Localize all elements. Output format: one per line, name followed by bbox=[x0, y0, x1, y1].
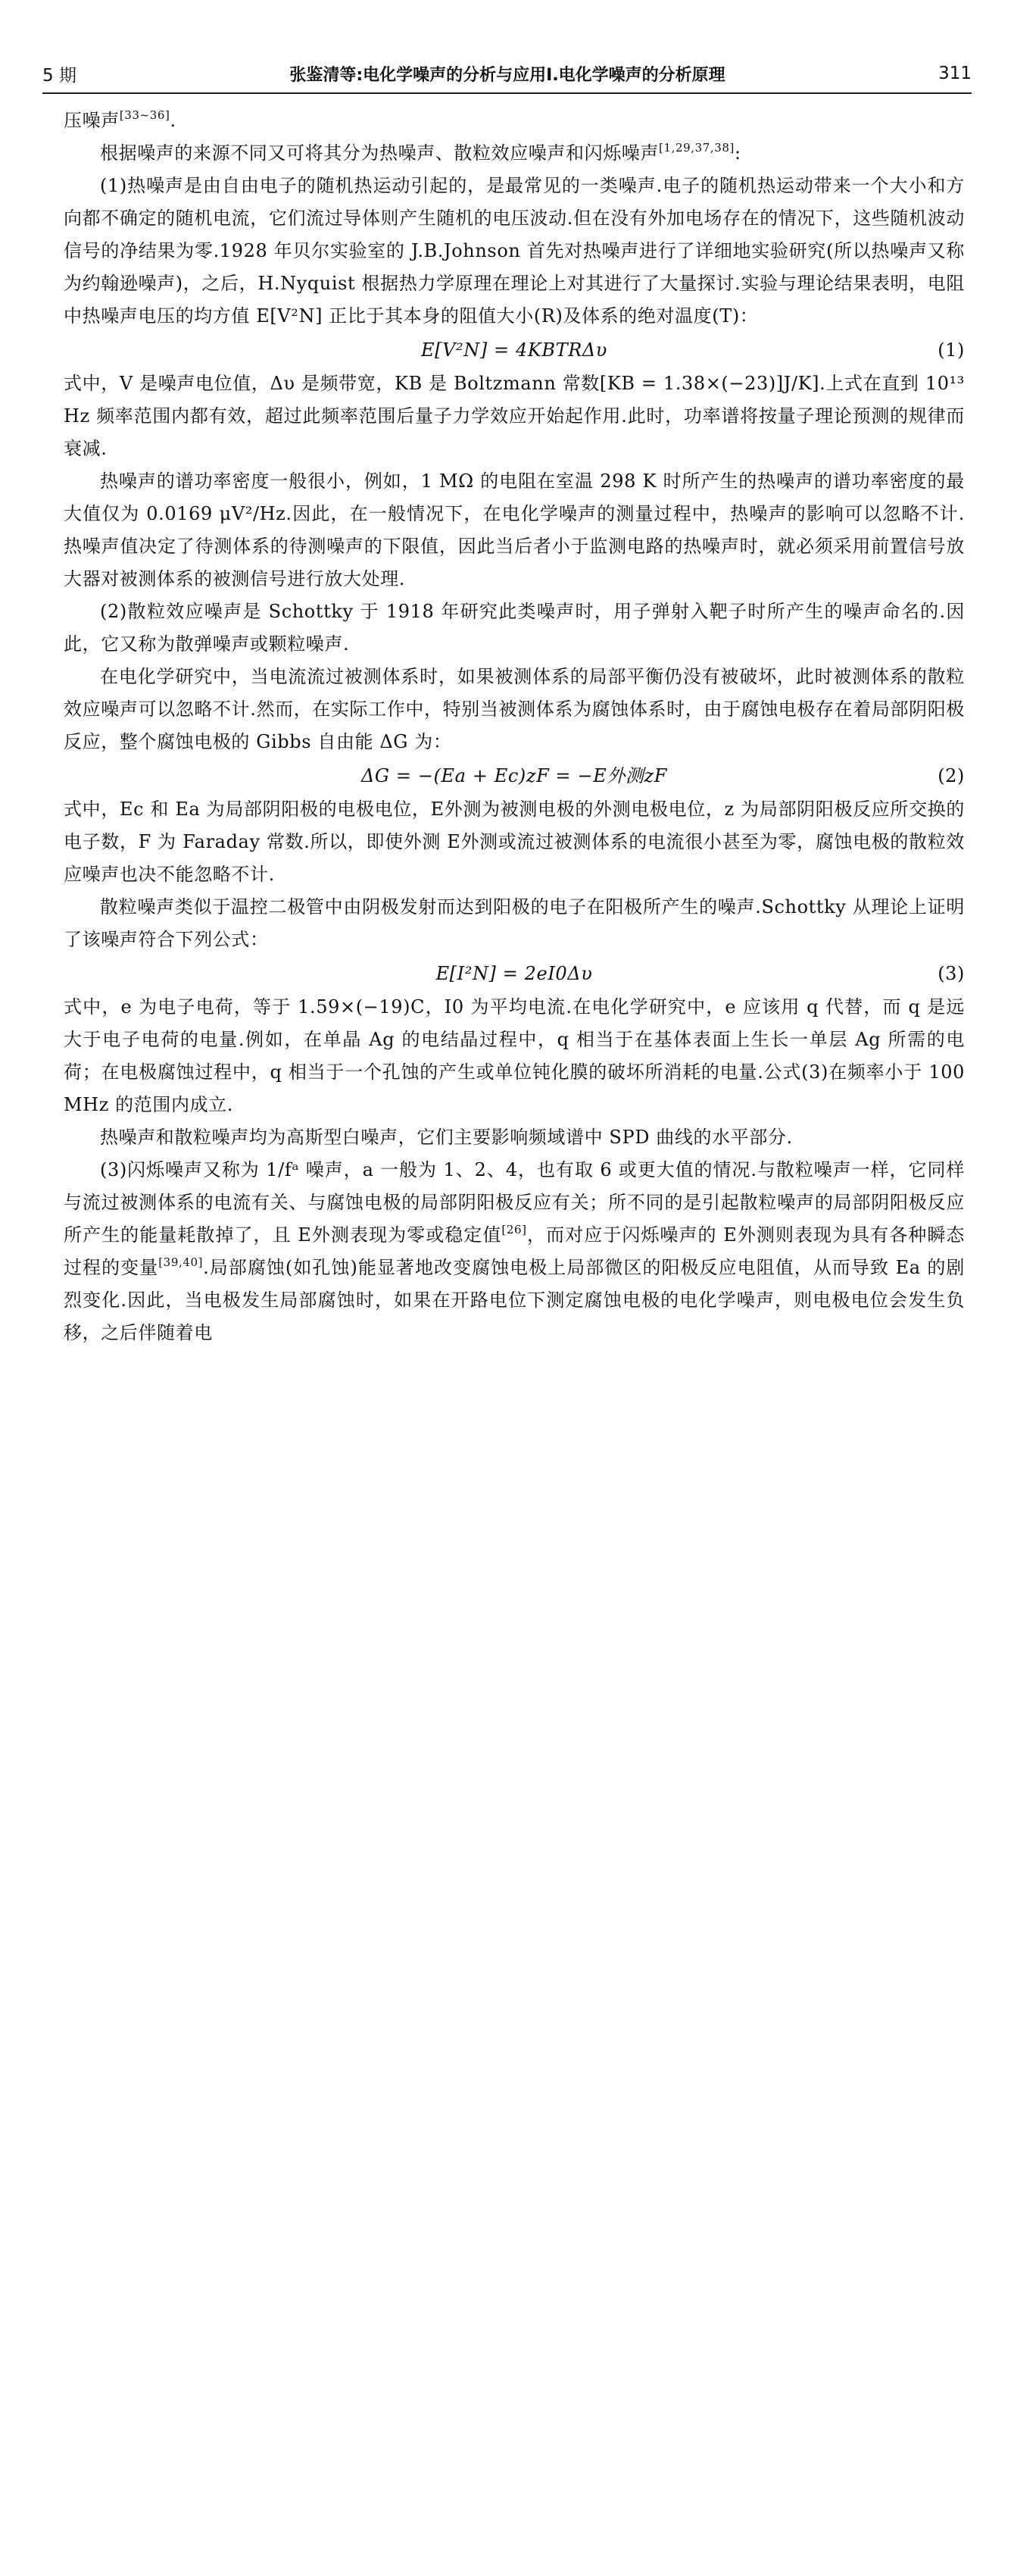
running-header bbox=[42, 55, 972, 94]
paragraph: 式中，e 为电子电荷，等于 1.59×(−19)C，I0 为平均电流.在电化学研究中，e 应该用 q 代替，而 q 是远大于电子电荷的电量.例如，在单晶 Ag 的电结晶过程中，q 相当于在基体表面上生长一单层 Ag 所需的电荷；在电极腐蚀过程中，q 相当于一个孔蚀的产生或单位钝化膜的破坏所消耗的电量.公式(3)在频率小于 100 MHz 的范围内成立. bbox=[64, 996, 965, 1115]
paragraph: (3)闪烁噪声又称为 1/fᵃ 噪声，a 一般为 1、2、4，也有取 6 或更大值的情况.与散粒噪声一样，它同样与流过被测体系的电流有关、与腐蚀电极的局部阴阳极反应有关；所不同的是引起散粒噪声的局部阴阳极反应所产生的能量耗散掉了，且 E外测表现为零或稳定值[26]，而对应于闪烁噪声的 E外测则表现为具有各种瞬态过程的变量[39,40].局部腐蚀(如孔蚀)能显著地改变腐蚀电极上局部微区的阳极反应电阻值，从而导致 Ea 的剧烈变化.因此，当电极发生局部腐蚀时，如果在开路电位下测定腐蚀电极的电化学噪声，则电极电位会发生负移，之后伴随着电 bbox=[64, 1159, 966, 1343]
paragraph: 散粒噪声类似于温控二极管中由阴极发射而达到阳极的电子在阳极所产生的噪声.Schottky 从理论上证明了该噪声符合下列公式： bbox=[64, 896, 965, 950]
citation: [33~36] bbox=[119, 108, 170, 122]
running-title: 张鉴清等:电化学噪声的分析与应用Ⅰ.电化学噪声的分析原理 bbox=[289, 65, 725, 85]
equation-number: (2) bbox=[938, 765, 965, 786]
citation: [1,29,37,38] bbox=[659, 141, 735, 155]
paragraph: (2)散粒效应噪声是 Schottky 于 1918 年研究此类噪声时，用子弹射入靶子时所产生的噪声命名的.因此，它又称为散弹噪声或颗粒噪声. bbox=[64, 601, 965, 655]
equation-number: (3) bbox=[938, 963, 965, 984]
paragraph: 式中，Ec 和 Ea 为局部阴阳极的电极电位，E外测为被测电极的外测电极电位，z 为局部阴阳极反应所交换的电子数，F 为 Faraday 常数.所以，即使外测 E外测或流过被测体系的电流很小甚至为零，腐蚀电极的散粒效应噪声也决不能忽略不计. bbox=[64, 799, 965, 885]
paragraph: 在电化学研究中，当电流流过被测体系时，如果被测体系的局部平衡仍没有被破坏，此时被测体系的散粒效应噪声可以忽略不计.然而，在实际工作中，特别当被测体系为腐蚀体系时，由于腐蚀电极存在着局部阴阳极反应，整个腐蚀电极的 Gibbs 自由能 ΔG 为： bbox=[64, 666, 965, 752]
equation-2 bbox=[64, 758, 965, 793]
issue-number: 5 期 bbox=[42, 65, 76, 86]
body-text bbox=[64, 105, 965, 1349]
citation: [26] bbox=[501, 1223, 527, 1236]
equation-1 bbox=[64, 333, 965, 367]
page-number: 311 bbox=[938, 64, 972, 83]
equation-number: (1) bbox=[938, 339, 965, 361]
paragraph: 热噪声和散粒噪声均为高斯型白噪声，它们主要影响频域谱中 SPD 曲线的水平部分. bbox=[100, 1127, 793, 1148]
equation-formula: ΔG = −(Ea + Ec)zF = −E外测zF bbox=[360, 765, 668, 786]
paragraph: 热噪声的谱功率密度一般很小，例如，1 MΩ 的电阻在室温 298 K 时所产生的热噪声的谱功率密度的最大值仅为 0.0169 μV²/Hz.因此，在一般情况下，在电化学噪声的测量过程中，热噪声的影响可以忽略不计.热噪声值决定了待测体系的待测噪声的下限值，因此当后者小于监测电路的热噪声时，就必须采用前置信号放大器对被测体系的被测信号进行放大处理. bbox=[64, 470, 965, 589]
paragraph: 压噪声[33~36]. bbox=[64, 108, 176, 131]
equation-formula: E[I²N] = 2eI0Δυ bbox=[435, 963, 593, 984]
equation-formula: E[V²N] = 4KBTRΔυ bbox=[420, 339, 607, 361]
paragraph: (1)热噪声是由自由电子的随机热运动引起的，是最常见的一类噪声.电子的随机热运动带来一个大小和方向都不确定的随机电流，它们流过导体则产生随机的电压波动.但在没有外加电场存在的情况下，这些随机波动信号的净结果为零.1928 年贝尔实验室的 J.B.Johnson 首先对热噪声进行了详细地实验研究(所以热噪声又称为约翰逊噪声)，之后，H.Nyquist 根据热力学原理在理论上对其进行了大量探讨.实验与理论结果表明，电阻中热噪声电压的均方值 E[V²N] 正比于其本身的阻值大小(R)及体系的绝对温度(T)： bbox=[64, 175, 965, 327]
citation: [39,40] bbox=[158, 1255, 204, 1269]
equation-3 bbox=[64, 956, 965, 991]
paragraph: 根据噪声的来源不同又可将其分为热噪声、散粒效应噪声和闪烁噪声[1,29,37,38]: bbox=[100, 141, 741, 164]
paragraph: 式中，V 是噪声电位值，Δυ 是频带宽，KB 是 Boltzmann 常数[KB = 1.38×(−23)]J/K].上式在直到 10¹³ Hz 频率范围内都有效，超过此频率范围后量子力学效应开始起作用.此时，功率谱将按量子理论预测的规律而衰减. bbox=[64, 373, 965, 459]
